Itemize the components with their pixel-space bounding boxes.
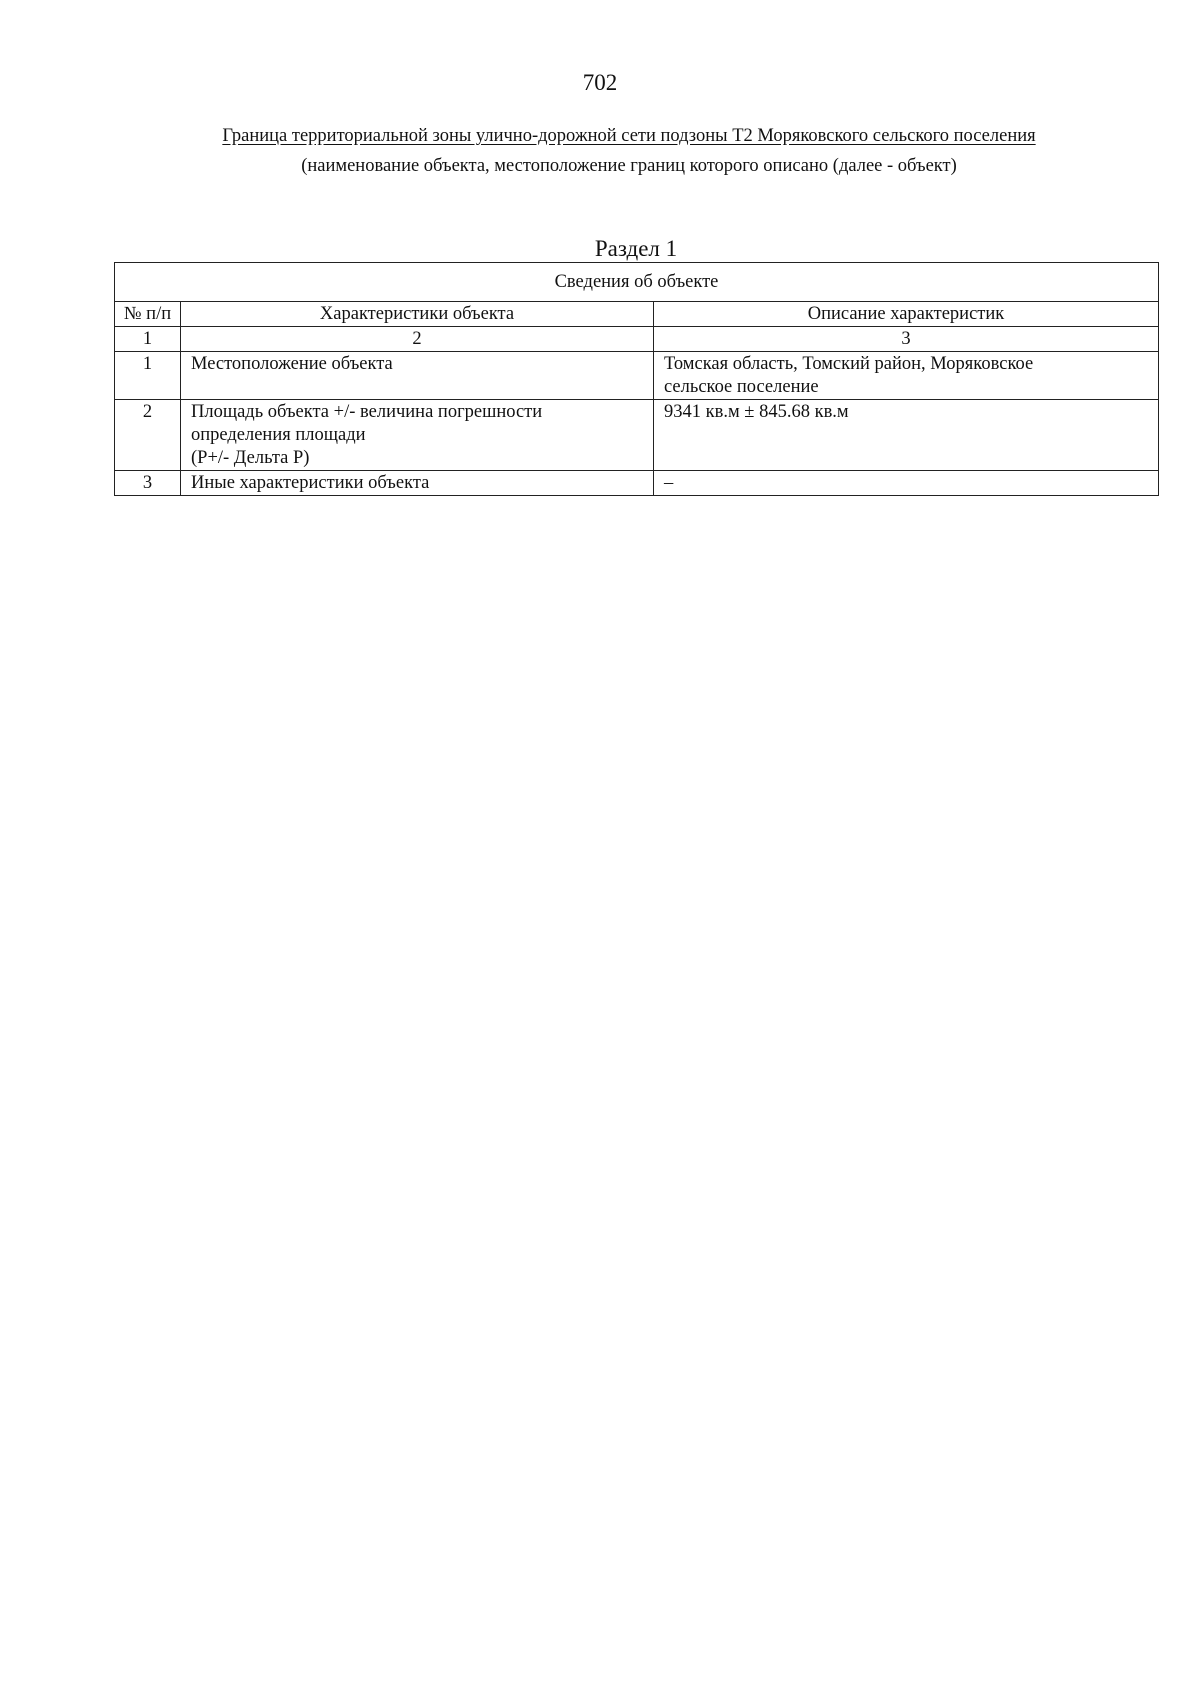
- cell-line: Томская область, Томский район, Моряковское: [664, 354, 1034, 374]
- page-number: 702: [582, 70, 618, 95]
- table-header-row: [115, 302, 1159, 327]
- row-num: 3: [115, 471, 181, 496]
- row-description: [654, 352, 1159, 400]
- object-info-table: [114, 262, 1159, 496]
- table-caption-row: [115, 263, 1159, 302]
- row-num: 1: [115, 352, 181, 400]
- object-title: [0, 126, 1200, 147]
- header-characteristic: Характеристики объекта: [181, 302, 654, 327]
- cell-line: 9341 кв.м ± 845.68 кв.м: [664, 402, 849, 422]
- table-row: [115, 471, 1159, 496]
- cell-line: определения площади: [191, 425, 366, 445]
- row-description: [654, 400, 1159, 471]
- cell-line: Иные характеристики объекта: [191, 473, 430, 493]
- table-row: [115, 352, 1159, 400]
- column-number: 3: [654, 327, 1159, 352]
- object-caption: (наименование объекта, местоположение границ которого описано (далее - объект): [301, 156, 957, 176]
- cell-line: сельское поселение: [664, 377, 819, 397]
- cell-line: (Р+/- Дельта Р): [191, 448, 310, 468]
- column-number: 2: [181, 327, 654, 352]
- row-description: [654, 471, 1159, 496]
- row-num: 2: [115, 400, 181, 471]
- object-title-text: Граница территориальной зоны улично-дорожной сети подзоны Т2 Моряковского сельского поселения: [222, 126, 1036, 146]
- section-title: Раздел 1: [594, 236, 678, 261]
- cell-line: Площадь объекта +/- величина погрешности: [191, 402, 543, 422]
- row-characteristic: [181, 400, 654, 471]
- cell-line: Местоположение объекта: [191, 354, 393, 374]
- table-row: [115, 400, 1159, 471]
- row-characteristic: [181, 352, 654, 400]
- cell-line: –: [664, 473, 674, 493]
- header-description: Описание характеристик: [654, 302, 1159, 327]
- column-number: 1: [115, 327, 181, 352]
- header-num: № п/п: [115, 302, 181, 327]
- table-caption: Сведения об объекте: [115, 263, 1159, 302]
- column-number-row: [115, 327, 1159, 352]
- row-characteristic: [181, 471, 654, 496]
